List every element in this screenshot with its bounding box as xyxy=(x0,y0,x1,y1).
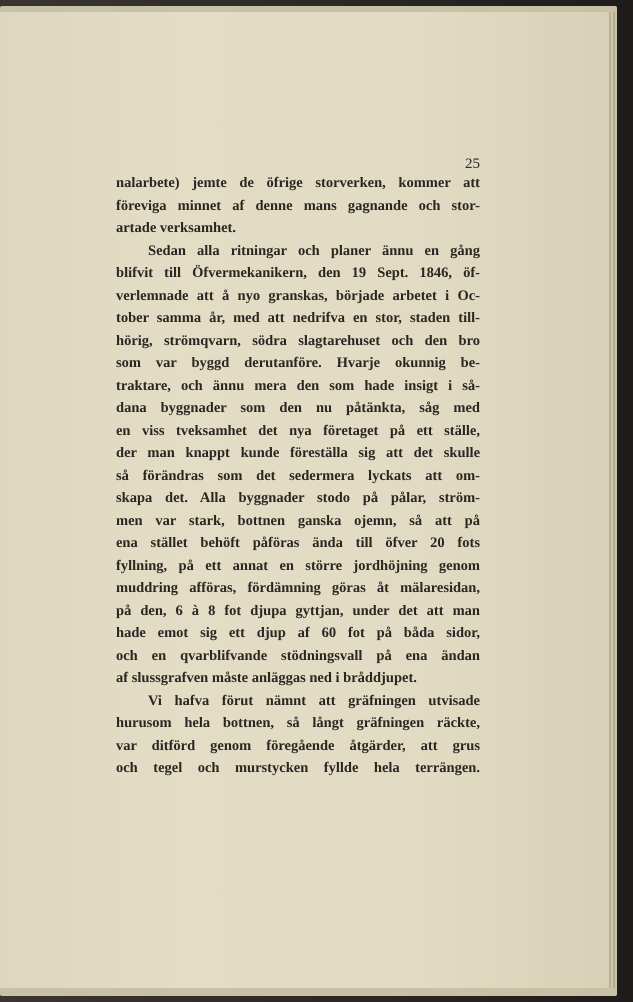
text-line: tober samma år, med att nedrifva en stor, staden till- xyxy=(116,310,480,326)
text-line: nalarbete) jemte de öfrige storverken, kommer att xyxy=(116,175,480,191)
text-line: traktare, och ännu mera den som hade insigt i så- xyxy=(116,377,480,394)
text-line: var ditförd genom föregående åtgärder, att grus xyxy=(116,737,480,754)
text-line: föreviga minnet af denne mans gagnande och stor- xyxy=(116,197,480,214)
text-line: blifvit till Öfvermekanikern, den 19 Sept. 1846, öf- xyxy=(116,265,480,281)
text-line: af slussgrafven måste anläggas ned i bråddjupet. xyxy=(116,670,417,686)
text-line: ena stället behöft påföras ända till öfver 20 fots xyxy=(116,535,480,551)
text-line: och tegel och murstycken fyllde hela terrängen. xyxy=(116,760,480,776)
body-text xyxy=(116,172,480,780)
text-line: Vi hafva förut nämnt att gräfningen utvisade xyxy=(148,692,480,709)
text-line: hade emot sig ett djup af 60 fot på båda sidor, xyxy=(116,625,480,641)
text-line: Sedan alla ritningar och planer ännu en gång xyxy=(148,242,480,259)
text-line: dana byggnader som den nu påtänkta, såg med xyxy=(116,400,480,416)
text-line: hurusom hela bottnen, så långt gräfningen räckte, xyxy=(116,715,480,731)
text-line: artade verksamhet. xyxy=(116,220,237,236)
text-line: hörig, strömqvarn, södra slagtarehuset och den bro xyxy=(116,332,480,349)
text-line: skapa det. Alla byggnader stodo på pålar, ström- xyxy=(116,490,480,506)
page-number: 25 xyxy=(465,156,480,172)
text-line: men var stark, bottnen ganska ojemn, så att på xyxy=(116,512,480,529)
text-line: så förändras som det sedermera lyckats att om- xyxy=(116,467,480,484)
text-line: fyllning, på ett annat en större jordhöjning genom xyxy=(116,557,480,574)
text-line: verlemnade att å nyo granskas, började arbetet i Oc- xyxy=(116,287,480,304)
text-line: muddring afföras, fördämning göras åt mälaresidan, xyxy=(116,580,480,596)
text-line: som var byggd derutanföre. Hvarje okunnig be- xyxy=(116,355,480,371)
text-line: och en qvarblifvande stödningsvall på ena ändan xyxy=(116,647,480,664)
text-line: der man knappt kunde föreställa sig att det skulle xyxy=(116,445,480,461)
text-line: på den, 6 à 8 fot djupa gyttjan, under det att man xyxy=(116,602,480,619)
text-line: en viss tveksamhet det nya företaget på ett ställe, xyxy=(116,422,480,439)
